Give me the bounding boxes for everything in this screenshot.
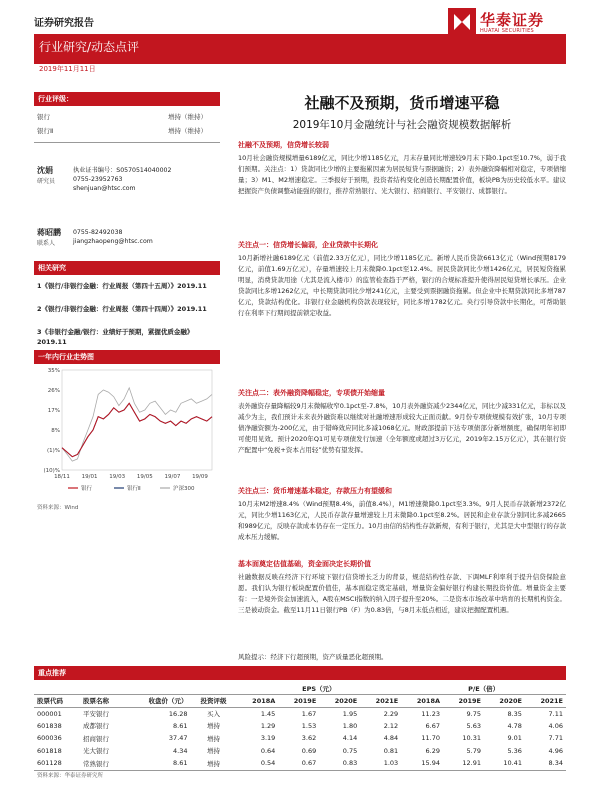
x-tick-label: 19/07 <box>164 474 181 480</box>
related-item[interactable]: 1《银行/非银行金融：行业周报（第四十五周）》2019.11 <box>37 282 207 290</box>
analyst-role: 研究员 <box>37 178 56 185</box>
table-cell: 8.61 <box>173 721 188 730</box>
table-cell: 12.91 <box>462 759 481 768</box>
section-heading: 基本面奠定估值基础，资金面决定长期价值 <box>238 560 371 568</box>
series-line-2 <box>62 388 212 461</box>
table-column-header: 2020E <box>334 696 358 705</box>
y-tick-label: (10)% <box>43 468 60 474</box>
related-section-title: 相关研究 <box>34 261 220 275</box>
y-tick-label: 26% <box>47 388 60 394</box>
table-cell: 11.23 <box>421 709 441 718</box>
page-title: 社融不及预期，货币增速平稳 <box>304 94 500 112</box>
table-cell: 1.67 <box>301 709 317 718</box>
chart-section-title: 一年内行业走势图 <box>34 350 220 364</box>
related-item[interactable]: 2《银行/非银行金融：行业周报（第四十四周）》2019.11 <box>37 305 207 313</box>
related-item[interactable]: 3《非银行金融/银行：业绩好于预期，紧握优质金融》2019.11 <box>37 328 194 346</box>
table-cell: 600036 <box>37 734 62 743</box>
table-cell: 4.14 <box>342 734 358 743</box>
table-row <box>34 707 566 720</box>
table-cell: 601128 <box>37 759 62 768</box>
table-cell: 平安银行 <box>82 710 109 718</box>
table-cell: 7.71 <box>548 734 563 743</box>
section-body: 社融数据反映在经济下行环境下银行信贷增长乏力的背景，规范结构性存款、下调MLF利率利于提升信贷保险意愿。我们认为银行板块配置价值佳，基本面稳定奠定基础，增量资金偏好银行构建长期投资价值。增量资金主要有：一是境外资金加速流入，A股在MSCI指数的纳入因子提升至20%。二是资本市场改革中培育的长期机构资金。三是被动资金。截至11月11日银行PB（F）为0.83倍，与8月末低点相近，建议把握配置机遇。 <box>238 573 566 614</box>
divider <box>34 142 220 143</box>
divider <box>34 770 566 771</box>
rating-value-bank: 增持（维持） <box>168 113 207 121</box>
analyst-phone: 0755-23952763 <box>73 176 123 183</box>
table-cell: 9.75 <box>466 709 481 718</box>
rating-section-title: 行业评级： <box>34 92 220 106</box>
table-cell: 1.53 <box>301 721 317 730</box>
section-heading: 关注点二：表外融资降幅稳定，专项债开始缩量 <box>238 389 385 397</box>
table-cell: 常熟银行 <box>82 759 109 768</box>
table-column-header: 2020E <box>499 696 522 705</box>
table-cell: 16.28 <box>168 709 188 718</box>
section-heading: 社融不及预期，信贷增长较弱 <box>238 141 329 149</box>
table-cell: 0.69 <box>301 746 317 755</box>
table-column-header: 2019E <box>293 696 317 705</box>
table-cell: 成都银行 <box>82 722 109 731</box>
table-cell: 2.12 <box>383 721 399 730</box>
legend-label: 银行 <box>81 486 93 492</box>
section-body: 表外融资存量降幅较9月末微幅收窄0.1pct至-7.8%，10月表外融资减少2344亿元，同比少减331亿元，非标以及减少为主，我们预计未来表外融资难以继续对社融增速形成较大正面贡献。9月份专项债规模有效扩张，10月专项债净融资额为-200亿元，由于错峰效应同比多减1068亿元。财政部提前下达专项债部分新增额度，确保明年初即可使用见效。预计2020年Q1可见专项债发行加速（全年额度或超过3万亿元，2019年2.15万亿元），其在银行资产配置中“免税+资本占用轻”优势有望发挥。 <box>238 402 566 454</box>
table-source: 资料来源：华泰证券研究所 <box>37 773 104 779</box>
analyst-card <box>37 166 223 206</box>
table-column-header: 2019E <box>458 696 481 705</box>
x-tick-label: 18/11 <box>54 474 70 480</box>
table-cell: 10.41 <box>503 759 522 768</box>
table-cell: 0.67 <box>301 759 317 768</box>
table-cell: 0.75 <box>342 746 358 755</box>
section-body: 10月末M2增速8.4%（Wind预期8.4%，前值8.4%），M1增速微降0.1pct至3.3%。9月人民币存款新增2372亿元，同比少增1163亿元，人民币存款存量增速较上月末微降0.1pct至8.2%。居民和企业存款分别同比多减2665和989亿元，反映存款成本仍存在一定压力。10月由信的结构性存款新规，有利于银行，尤其是大中型银行的存款成本压力缓解。 <box>238 500 566 541</box>
table-cell: 4.34 <box>173 746 188 755</box>
table-column-header: 股票名称 <box>82 697 109 706</box>
table-column-header: 2018A <box>252 696 276 705</box>
doc-type-label: 证券研究报告 <box>34 18 94 29</box>
table-cell: 9.01 <box>507 734 522 743</box>
rating-name-bank: 银行 <box>37 113 50 121</box>
table-cell: 5.63 <box>466 721 481 730</box>
table-cell: 0.64 <box>260 746 276 755</box>
pe-group-header: P/E（倍） <box>468 684 500 693</box>
table-cell: 5.79 <box>466 746 481 755</box>
section-heading: 关注点一：信贷增长偏弱，企业贷款中长期化 <box>238 241 378 249</box>
rating-name-bank2: 银行Ⅱ <box>37 127 54 135</box>
table-cell: 3.62 <box>301 734 317 743</box>
contact-phone: 0755-82492038 <box>73 229 123 236</box>
table-row <box>34 720 566 733</box>
table-cell: 买入 <box>207 710 220 718</box>
table-cell: 增持 <box>207 747 220 756</box>
table-column-header: 2021E <box>375 696 399 705</box>
table-column-header: 2018A <box>416 696 441 705</box>
table-cell: 6.29 <box>425 746 441 755</box>
table-cell: 1.45 <box>260 709 276 718</box>
table-cell: 6.67 <box>425 721 441 730</box>
risk-note: 风险提示：经济下行超预期，资产质量恶化超预期。 <box>238 653 388 661</box>
page-subtitle: 2019年10月金融统计与社会融资规模数据解析 <box>292 119 512 131</box>
huatai-logo-icon <box>448 8 476 36</box>
brand-name-en: HUATAI SECURITIES <box>480 28 534 34</box>
x-tick-label: 19/01 <box>81 474 98 480</box>
table-cell: 招商银行 <box>82 734 109 743</box>
analyst-email[interactable]: shenjuan@htsc.com <box>73 185 136 192</box>
table-cell: 8.34 <box>548 759 563 768</box>
table-cell: 3.19 <box>260 734 276 743</box>
table-cell: 1.95 <box>342 709 358 718</box>
table-cell: 增持 <box>207 734 220 743</box>
section-heading: 关注点三：货币增速基本稳定，存款压力有望缓和 <box>238 487 392 495</box>
contact-role: 联系人 <box>37 240 56 247</box>
section-body: 10月社会融资规模增量6189亿元，同比少增1185亿元，月末存量同比增速较9月末下降0.1pct至10.7%，弱于我们预期。关注点：1）贷款同比少增的主要拖累因素为居民短贷与票据融资；2）表外融资降幅相对稳定，专项债缩量；3）M1、M2增速稳定。三季报好于预期，投资者结构变化创造长期配置价值，板块PB为历史较低水平。建议把握资产负债调整动能强的银行，推荐常熟银行、光大银行、招商银行、平安银行、成都银行。 <box>238 154 566 195</box>
table-cell: 光大银行 <box>82 747 109 756</box>
table-cell: 0.54 <box>260 759 276 768</box>
table-column-header: 股票代码 <box>37 697 63 706</box>
table-cell: 8.61 <box>173 759 188 768</box>
table-cell: 10.31 <box>462 734 481 743</box>
eps-group-header: EPS（元） <box>302 684 336 693</box>
table-column-header: 投资评级 <box>200 697 227 706</box>
y-tick-label: 17% <box>47 408 60 414</box>
table-row <box>34 745 566 758</box>
table-section-title: 重点推荐 <box>34 666 566 680</box>
brand-name-cn: 华泰证券 <box>480 11 545 29</box>
rating-value-bank2: 增持（维持） <box>168 127 207 135</box>
y-tick-label: 35% <box>47 368 60 374</box>
x-tick-label: 19/09 <box>192 474 208 480</box>
report-category: 行业研究/动态点评 <box>39 40 140 54</box>
y-tick-label: 8% <box>51 428 60 434</box>
table-column-header: 2021E <box>540 696 563 705</box>
table-cell: 1.29 <box>260 721 276 730</box>
contact-card <box>37 228 223 258</box>
legend-label: 沪深300 <box>173 486 195 492</box>
x-tick-label: 19/05 <box>136 474 153 480</box>
legend-label: 银行Ⅱ <box>127 486 141 492</box>
table-cell: 15.94 <box>421 759 441 768</box>
table-cell: 7.11 <box>548 709 563 718</box>
trend-chart-svg <box>34 362 220 502</box>
recommendation-table-area <box>34 682 566 770</box>
table-cell: 37.47 <box>168 734 188 743</box>
table-column-header: 收盘价（元） <box>148 697 188 706</box>
table-cell: 000001 <box>37 709 62 718</box>
table-cell: 4.06 <box>548 721 563 730</box>
table-cell: 0.83 <box>342 759 358 768</box>
table-cell: 601838 <box>37 721 62 730</box>
section-body: 10月新增社融6189亿元（前值2.33万亿元），同比少增1185亿元。新增人民币贷款6613亿元（Wind预期8179亿元，前值1.69万亿元），存量增速较上月末微降0.1pct至12.4%。居民贷款同比少增1426亿元，居民短贷拖累明显，消费贷款用途（尤其是流入楼市）的监管检查趋于严格，银行的合规标准提升使得居民短贷增长承压。企业贷款同比多增1262亿元，中长期贷款同比少增241亿元，主要受到票据融资拖累。但企业中长期贷款同比多增787亿元，贷款结构优化。非银行业金融机构贷款表现较好，同比多增1782亿元。央行引导贷款中长期化，可帮助银行在利率下行期间提前锁定收益。 <box>238 254 566 317</box>
analyst-name: 沈娟 <box>37 166 53 175</box>
analyst-cert: 执业证书编号：S0570514040002 <box>73 167 172 174</box>
table-cell: 4.84 <box>383 734 399 743</box>
table-cell: 4.96 <box>548 746 563 755</box>
table-cell: 增持 <box>207 759 220 768</box>
x-tick-label: 19/03 <box>109 474 126 480</box>
table-row <box>34 757 566 770</box>
series-line-0 <box>62 403 212 456</box>
series-line-1 <box>62 403 212 456</box>
table-cell: 增持 <box>207 722 220 731</box>
contact-email[interactable]: jiangzhaopeng@htsc.com <box>73 238 153 245</box>
table-cell: 11.70 <box>421 734 441 743</box>
recommendation-table <box>34 682 566 770</box>
table-cell: 1.03 <box>383 759 399 768</box>
table-cell: 0.81 <box>383 746 399 755</box>
industry-trend-chart <box>34 362 220 502</box>
table-cell: 5.36 <box>507 746 522 755</box>
table-row <box>34 732 566 745</box>
table-cell: 601818 <box>37 746 62 755</box>
table-cell: 1.80 <box>342 721 358 730</box>
table-cell: 8.35 <box>507 709 522 718</box>
contact-name: 蒋昭鹏 <box>37 228 61 237</box>
y-tick-label: (1)% <box>46 448 60 454</box>
table-cell: 4.78 <box>507 721 522 730</box>
table-cell: 2.29 <box>383 709 399 718</box>
report-date: 2019年11月11日 <box>39 65 96 73</box>
chart-source: 资料来源：Wind <box>37 505 79 511</box>
